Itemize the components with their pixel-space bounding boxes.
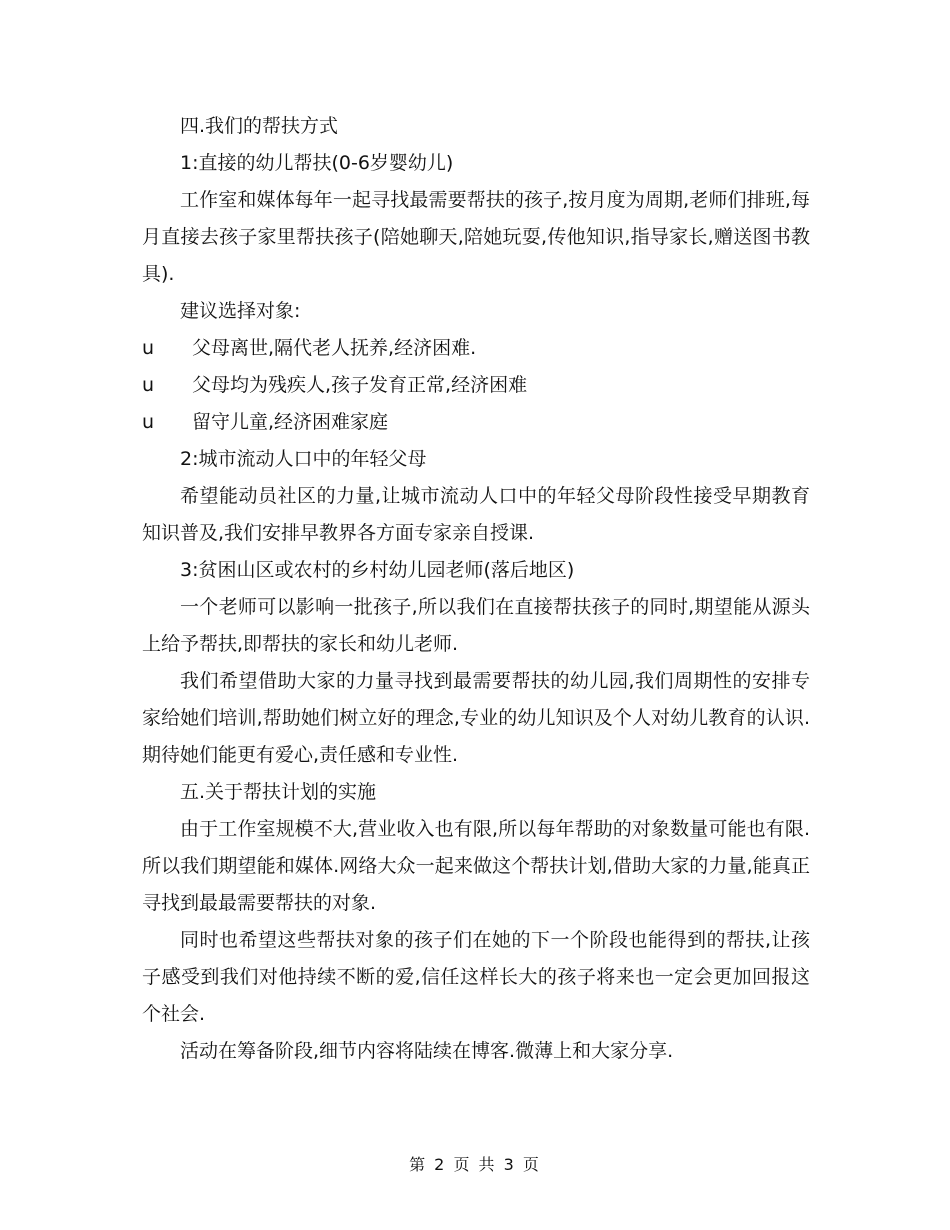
body-paragraph: 希望能动员社区的力量,让城市流动人口中的年轻父母阶段性接受早期教育知识普及,我们安排早教界各方面专家亲自授课. [142,485,810,544]
list-intro: 建议选择对象: [180,300,301,322]
body-paragraph: 同时也希望这些帮扶对象的孩子们在她的下一个阶段也能得到的帮扶,让孩子感受到我们对他持续不断的爱,信任这样长大的孩子将来也一定会更加回报这个社会. [142,929,810,1025]
section-heading: 五.关于帮扶计划的实施 [180,781,377,803]
list-item [142,404,810,441]
document-body [142,108,810,1070]
bullet-mark: u [142,337,155,359]
section-heading: 四.我们的帮扶方式 [180,115,339,137]
body-paragraph: 一个老师可以影响一批孩子,所以我们在直接帮扶孩子的同时,期望能从源头上给予帮扶,即帮扶的家长和幼儿老师. [142,596,810,655]
subsection-heading: 2:城市流动人口中的年轻父母 [180,448,427,470]
bullet-mark: u [142,411,155,433]
bullet-mark: u [142,374,155,396]
body-paragraph: 活动在筹备阶段,细节内容将陆续在博客.微薄上和大家分享. [180,1040,674,1062]
bullet-text: 父母离世,隔代老人抚养,经济困难. [192,337,477,359]
bullet-text: 父母均为残疾人,孩子发育正常,经济困难 [192,374,528,396]
body-paragraph: 工作室和媒体每年一起寻找最需要帮扶的孩子,按月度为周期,老师们排班,每月直接去孩子家里帮扶孩子(陪她聊天,陪她玩耍,传他知识,指导家长,赠送图书教具). [142,189,810,285]
list-item [142,367,810,404]
list-item [142,330,810,367]
bullet-text: 留守儿童,经济困难家庭 [192,411,389,433]
subsection-heading: 3:贫困山区或农村的乡村幼儿园老师(落后地区) [180,559,575,581]
subsection-heading: 1:直接的幼儿帮扶(0-6岁婴幼儿) [180,152,454,174]
body-paragraph: 由于工作室规模不大,营业收入也有限,所以每年帮助的对象数量可能也有限.所以我们期望能和媒体.网络大众一起来做这个帮扶计划,借助大家的力量,能真正寻找到最最需要帮扶的对象. [142,818,810,914]
body-paragraph: 我们希望借助大家的力量寻找到最需要帮扶的幼儿园,我们周期性的安排专家给她们培训,帮助她们树立好的理念,专业的幼儿知识及个人对幼儿教育的认识.期待她们能更有爱心,责任感和专业性. [142,670,810,766]
page-number-footer: 第 2 页 共 3 页 [409,1155,541,1174]
